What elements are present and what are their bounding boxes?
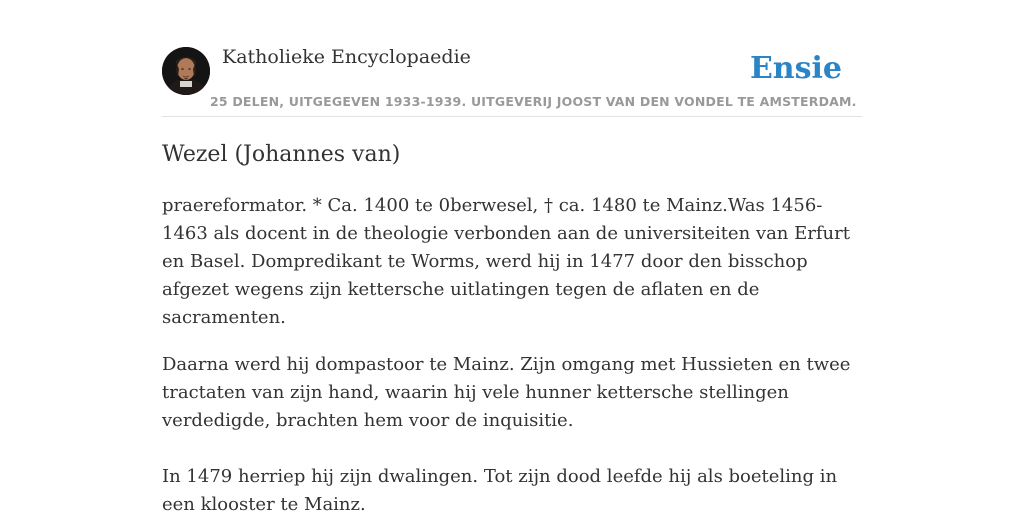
- source-meta: 25 DELEN, UITGEGEVEN 1933-1939. UITGEVERIJ JOOST VAN DEN VONDEL TE AMSTERDAM.: [210, 94, 857, 109]
- article-paragraph: Daarna werd hij dompastoor te Mainz. Zijn omgang met Hussieten en twee tractaten van zijn hand, waarin hij vele hunner kettersche stellingen verdedigde, brachten hem voor de inquisitie.: [162, 354, 851, 431]
- portrait-avatar-graphic: [162, 47, 210, 95]
- article: [162, 140, 862, 519]
- article-body: [162, 192, 862, 519]
- article-paragraph: praereformator. * Ca. 1400 te 0berwesel, † ca. 1480 te Mainz.Was 1456-1463 als docent in de theologie verbonden aan de universiteiten van Erfurt en Basel. Dompredikant te Worms, werd hij in 1477 door den bisschop afgezet wegens zijn kettersche uitlatingen tegen de aflaten en de sacramenten.: [162, 195, 850, 328]
- source-header: [162, 44, 862, 117]
- ensie-logo[interactable]: Ensie: [749, 51, 842, 86]
- source-title[interactable]: Katholieke Encyclopaedie: [222, 46, 471, 68]
- article-paragraph: In 1479 herriep hij zijn dwalingen. Tot zijn dood leefde hij als boeteling in een klooster te Mainz.: [162, 466, 838, 515]
- portrait-avatar-icon[interactable]: [162, 47, 210, 95]
- article-title: Wezel (Johannes van): [162, 142, 401, 167]
